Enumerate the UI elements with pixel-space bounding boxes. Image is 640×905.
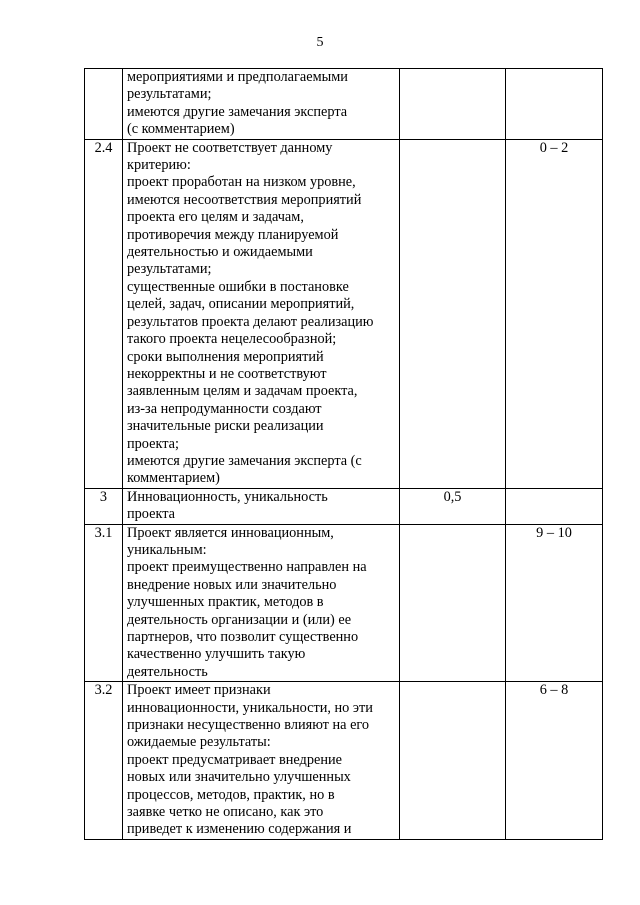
description-line: признаки несущественно влияют на его <box>127 717 370 734</box>
description-line: внедрение новых или значительно <box>127 576 337 593</box>
description-line: Проект является инновационным, <box>127 524 334 541</box>
description-line: Проект не соответствует данному <box>127 139 333 156</box>
row-number <box>85 69 123 140</box>
description-line: имеются другие замечания эксперта (с <box>127 452 362 469</box>
description-line: улучшенных практик, методов в <box>127 594 324 611</box>
description-line: результатами; <box>127 86 212 103</box>
description-line: проект предусматривает внедрение <box>127 751 342 768</box>
description-line: ожидаемые результаты: <box>127 734 271 751</box>
description-line: Инновационность, уникальность <box>127 488 328 505</box>
weight-coefficient: 0,5 <box>400 488 506 524</box>
description-line: проекта; <box>127 435 179 452</box>
description-line: деятельность организации и (или) ее <box>127 611 352 628</box>
description-line: имеются несоответствия мероприятий <box>127 191 362 208</box>
description-line: сроки выполнения мероприятий <box>127 348 324 365</box>
description-line: (с комментарием) <box>127 121 235 138</box>
description-line: Проект имеет признаки <box>127 682 271 699</box>
description-line: значительные риски реализации <box>127 418 324 435</box>
criteria-row <box>85 524 603 682</box>
description-line: некорректны и не соответствуют <box>127 365 327 382</box>
score-range <box>506 488 603 524</box>
criteria-row <box>85 69 603 140</box>
description-line: проекта <box>127 506 175 523</box>
description-line: мероприятиями и предполагаемыми <box>127 69 348 85</box>
criterion-description <box>123 488 400 524</box>
description-line: существенные ошибки в постановке <box>127 278 349 295</box>
criteria-row <box>85 488 603 524</box>
description-line: проект проработан на низком уровне, <box>127 174 356 191</box>
criterion-description <box>123 69 400 140</box>
description-line: приведет к изменению содержания и <box>127 821 352 838</box>
page-number: 5 <box>316 35 324 50</box>
description-line: проекта его целям и задачам, <box>127 209 304 226</box>
row-number: 3.2 <box>85 682 123 840</box>
description-line: процессов, методов, практик, но в <box>127 786 335 803</box>
description-line: новых или значительно улучшенных <box>127 769 351 786</box>
score-range: 6 – 8 <box>506 682 603 840</box>
description-line: уникальным: <box>127 541 207 558</box>
description-line: имеются другие замечания эксперта <box>127 103 348 120</box>
row-number: 3.1 <box>85 524 123 682</box>
criteria-table-body <box>85 69 603 840</box>
description-line: инновационности, уникальности, но эти <box>127 699 373 716</box>
description-line: результатами; <box>127 261 212 278</box>
row-number: 2.4 <box>85 139 123 488</box>
description-line: результатов проекта делают реализацию <box>127 313 374 330</box>
description-line: целей, задач, описании мероприятий, <box>127 296 355 313</box>
row-number: 3 <box>85 488 123 524</box>
description-line: партнеров, что позволит существенно <box>127 629 359 645</box>
criteria-row <box>85 682 603 840</box>
description-line: качественно улучшить такую <box>127 646 306 663</box>
score-range: 0 – 2 <box>506 139 603 488</box>
description-line: такого проекта нецелесообразной; <box>127 331 337 348</box>
weight-coefficient <box>400 139 506 488</box>
description-line: заявленным целям и задачам проекта, <box>127 383 358 400</box>
description-line: деятельностью и ожидаемыми <box>127 244 313 261</box>
description-line: из-за непродуманности создают <box>127 400 322 417</box>
description-line: деятельность <box>127 663 208 680</box>
criterion-description <box>123 139 400 488</box>
weight-coefficient <box>400 524 506 682</box>
criterion-description <box>123 524 400 682</box>
description-line: комментарием) <box>127 470 220 487</box>
description-line: критерию: <box>127 157 191 174</box>
criteria-table <box>84 68 603 840</box>
description-line: заявке четко не описано, как это <box>127 804 324 821</box>
criterion-description <box>123 682 400 840</box>
score-range <box>506 69 603 140</box>
weight-coefficient <box>400 69 506 140</box>
description-line: проект преимущественно направлен на <box>127 559 367 576</box>
description-line: противоречия между планируемой <box>127 226 339 243</box>
criteria-row <box>85 139 603 488</box>
score-range: 9 – 10 <box>506 524 603 682</box>
weight-coefficient <box>400 682 506 840</box>
